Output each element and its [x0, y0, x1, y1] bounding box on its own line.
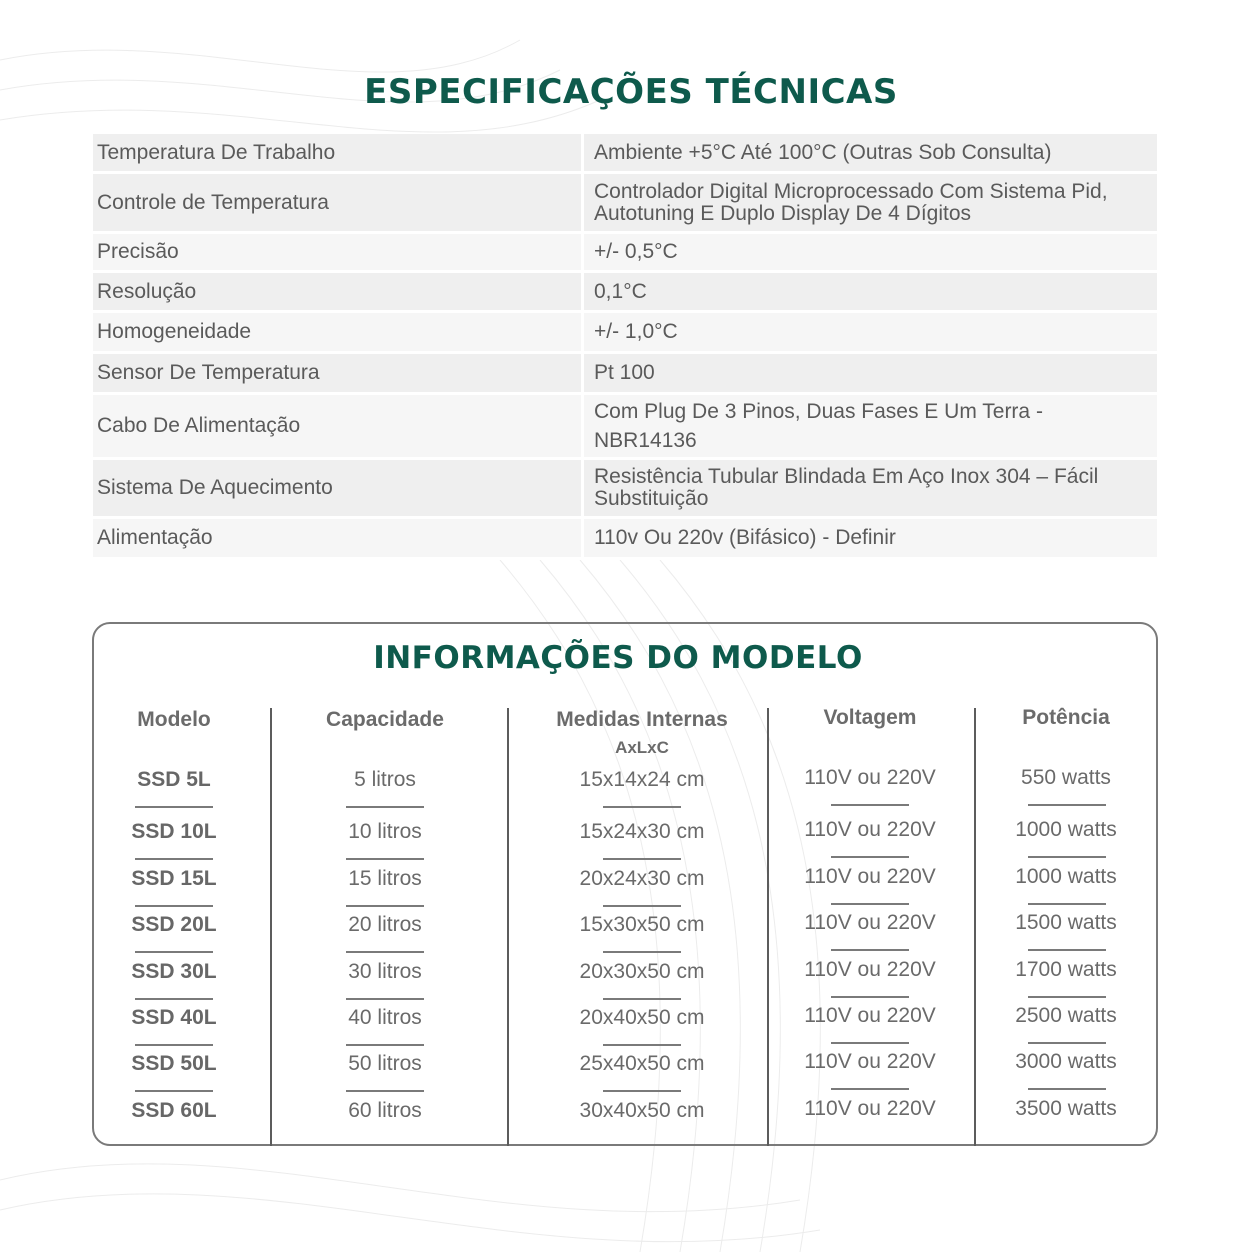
column-divider: [270, 708, 272, 1146]
spec-row: [93, 460, 1157, 519]
spec-key: Homogeneidade: [93, 313, 584, 351]
cell-capacidade: 30 litros: [348, 960, 422, 983]
cell-underline: [135, 998, 213, 1000]
cell-modelo: SSD 10L: [131, 820, 217, 843]
column-divider: [974, 708, 976, 1146]
cell-underline: [135, 806, 213, 808]
cell-capacidade: 5 litros: [354, 768, 416, 791]
cell-underline: [603, 998, 681, 1000]
spec-row: [93, 519, 1157, 560]
cell-modelo: SSD 60L: [131, 1099, 217, 1122]
cell-underline: [603, 858, 681, 860]
cell-underline: [1028, 1042, 1106, 1044]
cell-medidas: 15x30x50 cm: [579, 913, 705, 936]
spec-value: Resistência Tubular Blindada Em Aço Inox 304 – Fácil Substituição: [594, 465, 1099, 510]
spec-row: [93, 174, 1157, 234]
spec-row: [93, 354, 1157, 395]
cell-capacidade: 20 litros: [348, 913, 422, 936]
cell-underline: [831, 1088, 909, 1090]
spec-key: Alimentação: [93, 519, 584, 557]
cell-potencia: 1700 watts: [1015, 958, 1117, 981]
cell-underline: [1028, 856, 1106, 858]
cell-underline: [831, 949, 909, 951]
cell-medidas: 20x24x30 cm: [579, 867, 705, 890]
spec-value: Controlador Digital Microprocessado Com Sistema Pid, Autotuning E Duplo Display De 4 Dígitos: [594, 179, 1108, 225]
cell-potencia: 3500 watts: [1015, 1097, 1117, 1120]
cell-underline: [346, 1044, 424, 1046]
cell-underline: [603, 806, 681, 808]
cell-capacidade: 40 litros: [348, 1006, 422, 1029]
cell-underline: [346, 858, 424, 860]
cell-voltagem: 110V ou 220V: [804, 958, 936, 981]
cell-underline: [1028, 804, 1106, 806]
cell-voltagem: 110V ou 220V: [804, 1050, 936, 1073]
spec-value: 110v Ou 220v (Bifásico) - Definir: [594, 526, 896, 549]
cell-underline: [603, 951, 681, 953]
model-section-title: INFORMAÇÕES DO MODELO: [373, 640, 863, 676]
cell-underline: [1028, 1088, 1106, 1090]
header-voltagem: Voltagem: [823, 706, 917, 729]
spec-value: +/- 1,0°C: [594, 320, 678, 343]
cell-underline: [135, 858, 213, 860]
cell-underline: [346, 951, 424, 953]
cell-underline: [135, 905, 213, 907]
cell-capacidade: 15 litros: [348, 867, 422, 890]
cell-potencia: 1500 watts: [1015, 911, 1117, 934]
cell-underline: [1028, 949, 1106, 951]
cell-medidas: 25x40x50 cm: [579, 1052, 705, 1075]
cell-underline: [831, 903, 909, 905]
spec-key: Precisão: [93, 234, 584, 270]
column-divider: [767, 708, 769, 1146]
cell-underline: [831, 804, 909, 806]
spec-row: [93, 134, 1157, 174]
cell-capacidade: 50 litros: [348, 1052, 422, 1075]
spec-table: [93, 134, 1157, 560]
spec-value: Pt 100: [594, 361, 655, 384]
spec-key: Controle de Temperatura: [93, 174, 584, 231]
spec-key: Cabo De Alimentação: [93, 395, 584, 457]
cell-medidas: 20x40x50 cm: [579, 1006, 705, 1029]
spec-key: Temperatura De Trabalho: [93, 134, 584, 171]
cell-voltagem: 110V ou 220V: [804, 911, 936, 934]
cell-underline: [603, 1044, 681, 1046]
cell-modelo: SSD 15L: [131, 867, 217, 890]
spec-row: [93, 313, 1157, 354]
cell-modelo: SSD 40L: [131, 1006, 217, 1029]
cell-underline: [603, 1090, 681, 1092]
cell-underline: [603, 905, 681, 907]
spec-value: Ambiente +5°C Até 100°C (Outras Sob Consulta): [594, 140, 1052, 164]
header-modelo: Modelo: [137, 708, 211, 731]
cell-underline: [346, 1090, 424, 1092]
cell-potencia: 2500 watts: [1015, 1004, 1117, 1027]
cell-underline: [831, 856, 909, 858]
cell-potencia: 1000 watts: [1015, 818, 1117, 841]
cell-potencia: 550 watts: [1021, 766, 1111, 789]
spec-row: [93, 395, 1157, 460]
column-divider: [507, 708, 509, 1146]
cell-modelo: SSD 20L: [131, 913, 217, 936]
cell-medidas: 20x30x50 cm: [579, 960, 705, 983]
cell-modelo: SSD 50L: [131, 1052, 217, 1075]
cell-voltagem: 110V ou 220V: [804, 1004, 936, 1027]
cell-medidas: 15x24x30 cm: [579, 820, 705, 843]
cell-underline: [346, 998, 424, 1000]
spec-key: Resolução: [93, 273, 584, 310]
cell-underline: [1028, 996, 1106, 998]
cell-underline: [135, 951, 213, 953]
header-medidas-sub: AxLxC: [615, 738, 669, 757]
cell-voltagem: 110V ou 220V: [804, 818, 936, 841]
cell-capacidade: 60 litros: [348, 1099, 422, 1122]
header-potencia: Potência: [1022, 706, 1110, 729]
spec-row: [93, 234, 1157, 273]
cell-underline: [135, 1090, 213, 1092]
cell-underline: [1028, 903, 1106, 905]
cell-medidas: 15x14x24 cm: [579, 768, 705, 791]
spec-row: [93, 273, 1157, 313]
cell-underline: [346, 806, 424, 808]
cell-capacidade: 10 litros: [348, 820, 422, 843]
spec-value: Com Plug De 3 Pinos, Duas Fases E Um Terra - NBR14136: [594, 400, 1043, 452]
cell-potencia: 1000 watts: [1015, 865, 1117, 888]
cell-medidas: 30x40x50 cm: [579, 1099, 705, 1122]
header-capacidade: Capacidade: [326, 708, 444, 731]
cell-voltagem: 110V ou 220V: [804, 865, 936, 888]
cell-modelo: SSD 5L: [137, 768, 211, 791]
spec-value: +/- 0,5°C: [594, 240, 678, 263]
cell-modelo: SSD 30L: [131, 960, 217, 983]
cell-underline: [831, 996, 909, 998]
cell-potencia: 3000 watts: [1015, 1050, 1117, 1073]
spec-key: Sensor De Temperatura: [93, 354, 584, 392]
cell-voltagem: 110V ou 220V: [804, 766, 936, 789]
spec-value: 0,1°C: [594, 279, 647, 303]
spec-key: Sistema De Aquecimento: [93, 460, 584, 516]
spec-section-title: ESPECIFICAÇÕES TÉCNICAS: [364, 72, 898, 112]
cell-underline: [831, 1042, 909, 1044]
cell-underline: [346, 905, 424, 907]
cell-underline: [135, 1044, 213, 1046]
header-medidas: Medidas Internas: [556, 708, 728, 731]
cell-voltagem: 110V ou 220V: [804, 1097, 936, 1120]
